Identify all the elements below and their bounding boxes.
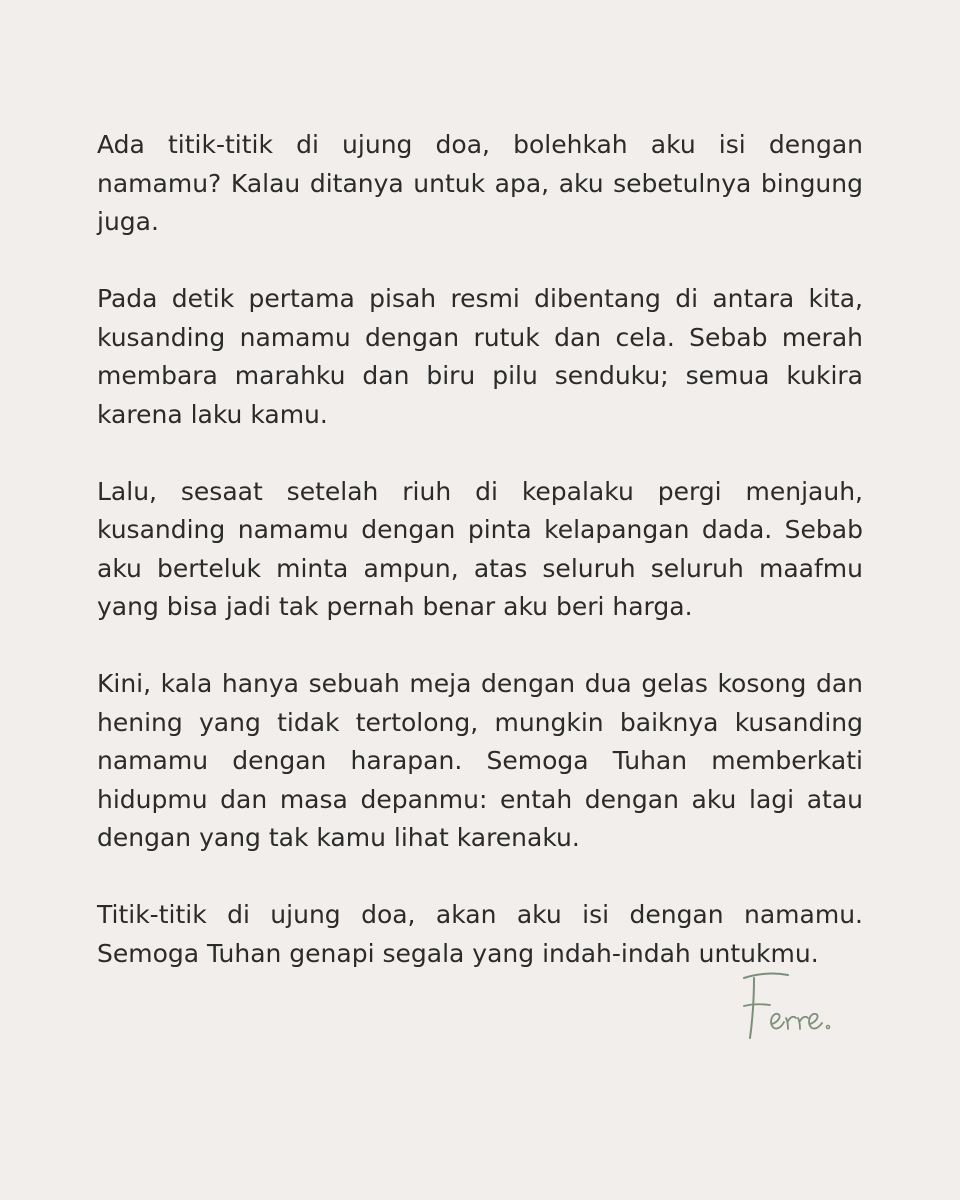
poem-paragraph-4: Kini, kala hanya sebuah meja dengan dua gelas kosong dan hening yang tidak tertolong, mungkin baiknya kusanding namamu dengan harapan. Semoga Tuhan memberkati hidupmu dan masa depanmu: entah dengan aku lagi atau dengan yang tak kamu lihat karenaku. bbox=[97, 669, 863, 852]
poem-paragraph-3: Lalu, sesaat setelah riuh di kepalaku pergi menjauh, kusanding namamu dengan pinta kelapangan dada. Sebab aku berteluk minta ampun, atas seluruh seluruh maafmu yang bisa jadi tak pernah benar aku beri harga. bbox=[97, 476, 863, 621]
poem-body bbox=[97, 126, 863, 973]
poem-paragraph-2: Pada detik pertama pisah resmi dibentang di antara kita, kusanding namamu dengan rutuk dan cela. Sebab merah membara marahku dan biru pilu senduku; semua kukira karena laku kamu. bbox=[97, 284, 863, 429]
poem-paragraph-1: Ada titik-titik di ujung doa, bolehkah aku isi dengan namamu? Kalau ditanya untuk apa, aku sebetulnya bingung juga. bbox=[97, 130, 863, 236]
poem-paragraph-5: Titik-titik di ujung doa, akan aku isi dengan namamu. Semoga Tuhan genapi segala yang indah-indah untukmu. bbox=[97, 900, 863, 968]
signature-handwriting bbox=[736, 966, 866, 1046]
author-signature bbox=[736, 966, 866, 1046]
